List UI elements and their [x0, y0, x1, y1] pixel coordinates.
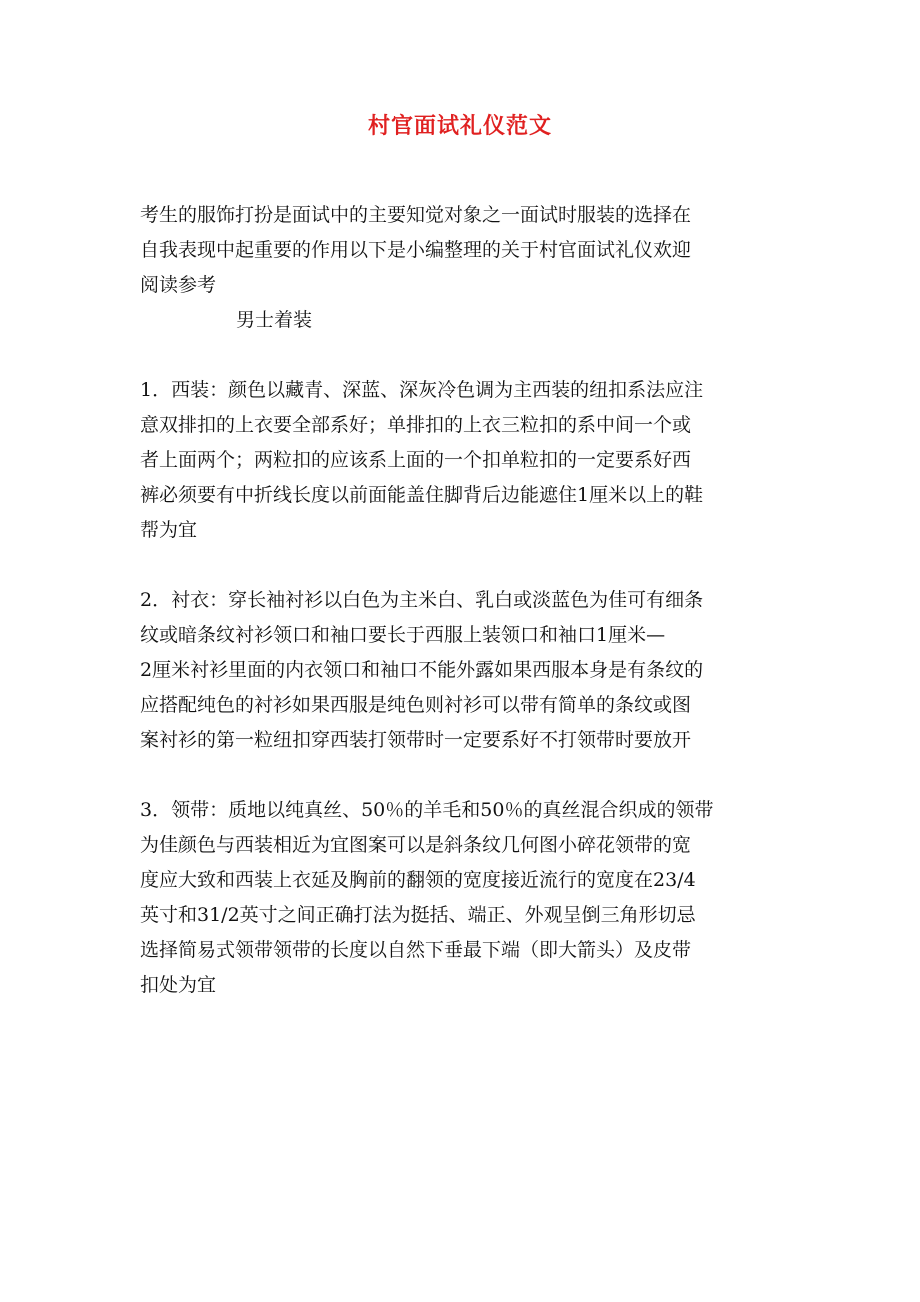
intro-line: 阅读参考: [140, 274, 217, 296]
section-line: 帮为宜: [140, 519, 198, 541]
section-line: 度应大致和西装上衣延及胸前的翻领的宽度接近流行的宽度在23/4: [140, 869, 696, 891]
section-line: 2．衬衣：穿长袖衬衫以白色为主米白、乳白或淡蓝色为佳可有细条: [140, 589, 704, 611]
paragraph-gap: [140, 758, 790, 793]
paragraph-gap: [140, 548, 790, 583]
section-line: 者上面两个；两粒扣的应该系上面的一个扣单粒扣的一定要系好西: [140, 449, 692, 471]
section-tie: [140, 793, 790, 1003]
intro-line: 自我表现中起重要的作用以下是小编整理的关于村官面试礼仪欢迎: [140, 239, 692, 261]
section-line: 纹或暗条纹衬衫领口和袖口要长于西服上装领口和袖口1厘米—: [140, 624, 666, 646]
section-line: 为佳颜色与西装相近为宜图案可以是斜条纹几何图小碎花领带的宽: [140, 834, 692, 856]
section-line: 扣处为宜: [140, 974, 217, 996]
section-subheading: 男士着装: [236, 309, 313, 331]
section-suit: [140, 373, 790, 548]
section-line: 意双排扣的上衣要全部系好；单排扣的上衣三粒扣的系中间一个或: [140, 414, 692, 436]
section-shirt: [140, 583, 790, 758]
section-line: 选择简易式领带领带的长度以自然下垂最下端（即大箭头）及皮带: [140, 939, 692, 961]
intro-line: 考生的服饰打扮是面试中的主要知觉对象之一面试时服装的选择在: [140, 204, 692, 226]
section-line: 应搭配纯色的衬衫如果西服是纯色则衬衫可以带有简单的条纹或图: [140, 694, 692, 716]
section-line: 1．西装：颜色以藏青、深蓝、深灰冷色调为主西装的纽扣系法应注: [140, 379, 704, 401]
section-line: 3．领带：质地以纯真丝、50％的羊毛和50％的真丝混合织成的领带: [140, 799, 714, 821]
section-line: 2厘米衬衫里面的内衣领口和袖口不能外露如果西服本身是有条纹的: [140, 659, 704, 681]
document-title: 村官面试礼仪范文: [367, 113, 552, 139]
paragraph-gap: [140, 338, 790, 373]
document-body: [140, 198, 790, 1003]
intro-paragraph: [140, 198, 790, 303]
section-line: 案衬衫的第一粒纽扣穿西装打领带时一定要系好不打领带时要放开: [140, 729, 692, 751]
section-line: 英寸和31/2英寸之间正确打法为挺括、端正、外观呈倒三角形切忌: [140, 904, 696, 926]
section-line: 裤必须要有中折线长度以前面能盖住脚背后边能遮住1厘米以上的鞋: [140, 484, 704, 506]
